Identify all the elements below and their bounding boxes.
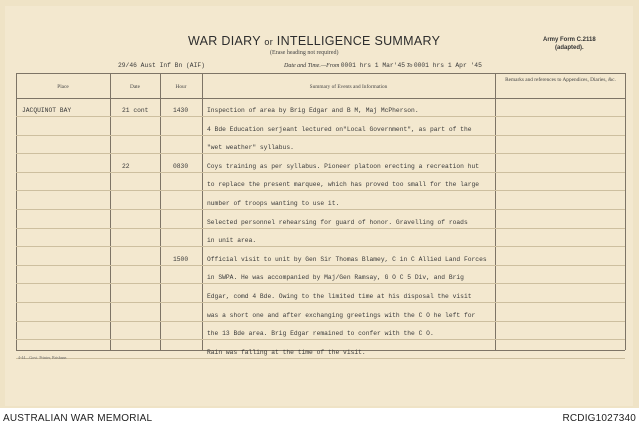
date-range-line: [284, 62, 482, 69]
entry-text: Official visit to unit by Gen Sir Thomas Blamey, C in C Allied Land Forces: [207, 256, 487, 263]
row-rule: [16, 172, 625, 173]
row-rule: [16, 135, 625, 136]
title-war-diary: WAR DIARY: [188, 34, 261, 48]
entry-text: Edgar, comd 4 Bde. Owing to the limited time at his disposal the visit: [207, 293, 472, 300]
header-bottom-rule: [16, 98, 625, 99]
table-left-rule: [16, 73, 17, 350]
to-label: To: [406, 63, 413, 69]
table-right-rule: [625, 73, 626, 350]
entry-text: "wet weather" syllabus.: [207, 144, 294, 151]
entry-text: Coys training as per syllabus. Pioneer platoon erecting a recreation hut: [207, 163, 480, 170]
entry-text: Inspection of area by Brig Edgar and B M, Maj McPherson.: [207, 107, 419, 114]
to-value: 0001 hrs 1 Apr '45: [413, 62, 482, 69]
footer-institution: AUSTRALIAN WAR MEMORIAL: [3, 413, 153, 424]
entry-hour: 1500: [173, 256, 189, 263]
printer-imprint: 4-44—Govt. Printer, Brisbane.: [18, 355, 68, 360]
from-value: 0001 hrs 1 Mar'45: [340, 62, 406, 69]
entry-text: number of troops wanting to use it.: [207, 200, 340, 207]
entry-text: 4 Bde Education serjeant lectured on"Local Government", as part of the: [207, 126, 472, 133]
row-rule: [16, 302, 625, 303]
entry-text: the 13 Bde area. Brig Edgar remained to confer with the C O.: [207, 330, 434, 337]
column-header-remarks: Remarks and references to Appendices, Diaries, &c.: [505, 77, 616, 83]
column-header-date: Date: [130, 84, 140, 90]
title-or: or: [264, 37, 274, 47]
entry-hour: 0830: [173, 163, 189, 170]
row-rule: [16, 209, 625, 210]
entry-date: 21 cont: [122, 107, 149, 114]
entry-text: in SWPA. He was accompanied by Maj/Gen Ramsay, G O C 5 Div, and Brig: [207, 274, 464, 281]
row-rule: [16, 265, 625, 266]
army-form-number: Army Form C.2118: [543, 37, 596, 43]
row-rule: [16, 283, 625, 284]
row-rule: [16, 246, 625, 247]
hour-summary-divider: [202, 73, 203, 350]
entry-date: 22: [122, 163, 130, 170]
form-title: [188, 34, 440, 48]
date-label: Date and Time.—From: [284, 63, 340, 69]
entry-hour: 1430: [173, 107, 189, 114]
row-rule: [16, 228, 625, 229]
row-rule: [16, 116, 625, 117]
unit-value: 29/46 Aust Inf Bn (AIF): [118, 62, 205, 69]
row-rule: [16, 190, 625, 191]
header-top-rule: [16, 73, 625, 74]
entry-text: Selected personnel rehearsing for guard of honor. Gravelling of roads: [207, 219, 468, 226]
row-rule: [16, 153, 625, 154]
title-intelligence-summary: INTELLIGENCE SUMMARY: [276, 34, 441, 48]
entry-place: JACQUINOT BAY: [22, 107, 72, 114]
entry-text: was a short one and after exchanging greetings with the C O he left for: [207, 312, 476, 319]
unit-line: [118, 62, 205, 69]
footer-reference-id: RCDIG1027340: [562, 413, 636, 424]
column-header-summary: Summary of Events and Information: [309, 84, 388, 90]
form-subtitle: (Erase heading not required): [270, 50, 339, 56]
summary-remarks-divider: [495, 73, 496, 350]
row-rule: [16, 358, 625, 359]
entry-text: in unit area.: [207, 237, 257, 244]
entry-text: Rain was falling at the time of the visit.: [207, 349, 366, 356]
row-rule: [16, 339, 625, 340]
entry-text: to replace the present marquee, which has proved too small for the large: [207, 181, 480, 188]
army-form-label: [543, 36, 596, 52]
date-hour-divider: [160, 73, 161, 350]
place-date-divider: [110, 73, 111, 350]
column-header-place: Place: [57, 84, 69, 90]
army-form-adapted: (adapted).: [555, 45, 584, 51]
row-rule: [16, 321, 625, 322]
column-header-hour: Hour: [175, 84, 187, 90]
